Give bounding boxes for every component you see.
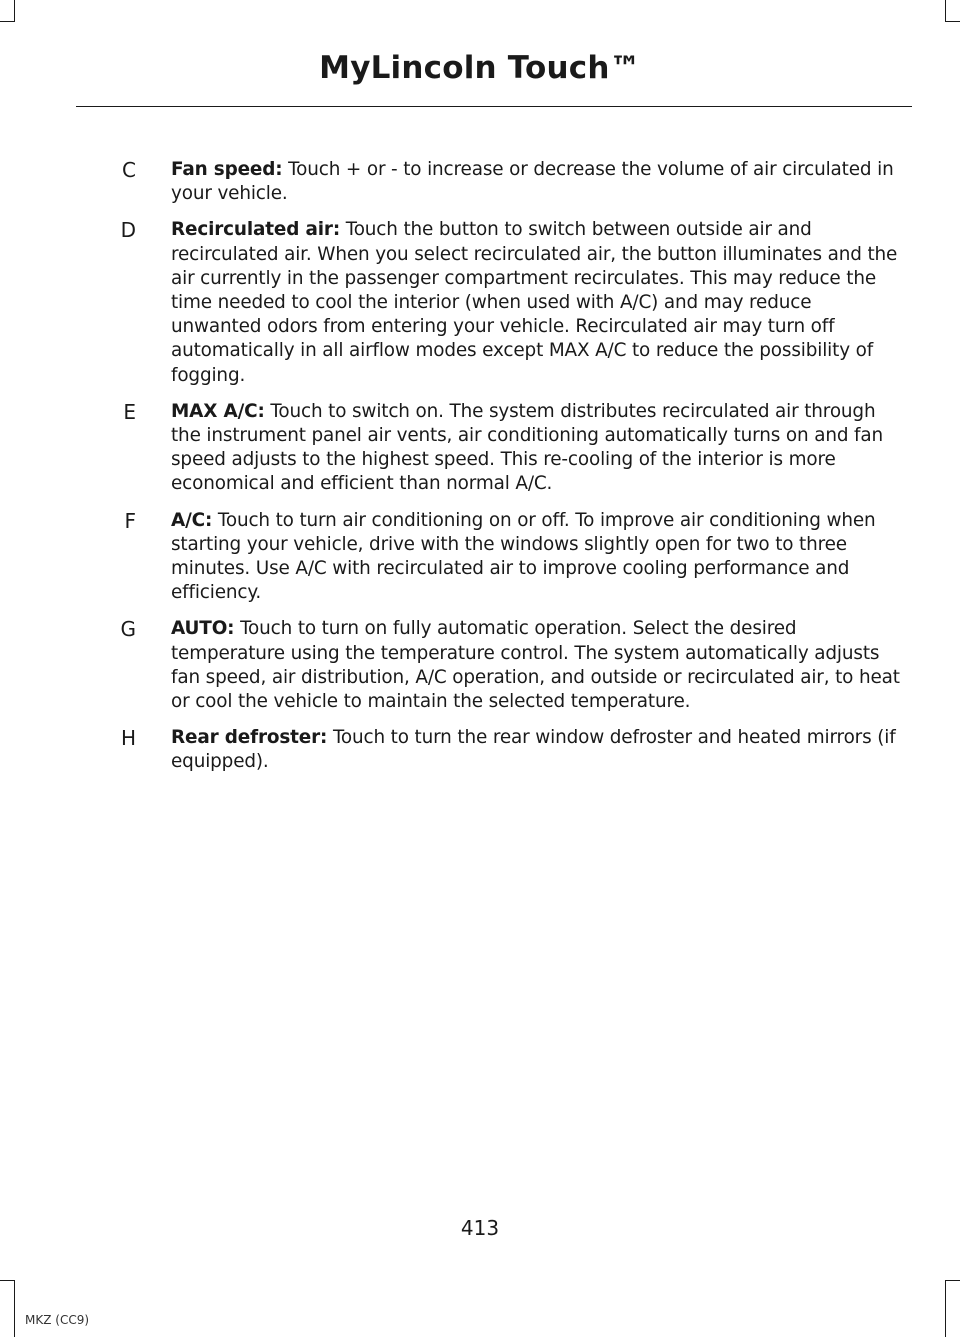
crop-mark — [0, 21, 15, 22]
list-item — [0, 400, 960, 497]
item-description: Touch to switch on. The system distributes recirculated air through the instrument panel air vents, air conditioning automatically turns on and fan speed adjusts to the highest speed. This re-cooling of the interior is more economical and efficient than normal A/C. — [171, 400, 883, 495]
crop-mark — [14, 0, 15, 22]
page-title: MyLincoln Touch™ — [319, 50, 641, 86]
item-text — [171, 158, 903, 206]
list-item — [0, 726, 960, 774]
item-description: Touch to turn air conditioning on or off. To improve air conditioning when starting your vehicle, drive with the windows slightly open for two to three minutes. Use A/C with recirculated air to improve cooling performance and efficiency. — [171, 509, 876, 604]
control-descriptions-list — [0, 158, 960, 787]
item-letter: H — [120, 726, 136, 751]
list-item — [0, 218, 960, 387]
item-text — [171, 218, 903, 387]
header-divider — [76, 106, 912, 107]
item-term: AUTO: — [171, 618, 235, 640]
list-item — [0, 158, 960, 206]
item-letter: C — [122, 158, 136, 182]
item-letter: E — [123, 399, 136, 424]
item-term: Recirculated air: — [171, 219, 341, 241]
crop-mark — [945, 21, 960, 22]
item-text — [171, 400, 903, 497]
item-term: MAX A/C: — [171, 400, 265, 422]
crop-mark — [14, 1280, 15, 1337]
item-letter: G — [120, 617, 136, 642]
crop-mark — [0, 1280, 15, 1281]
item-text — [171, 617, 903, 714]
item-term: A/C: — [171, 509, 213, 531]
item-text — [171, 726, 903, 774]
item-text — [171, 509, 903, 606]
list-item — [0, 509, 960, 606]
item-term: Rear defroster: — [171, 727, 328, 749]
model-code: MKZ (CC9) — [25, 1313, 90, 1327]
item-description: Touch the button to switch between outside air and recirculated air. When you select recirculated air, the button illuminates and the air currently in the passenger compartment recirculates. This may reduce the time needed to cool the interior (when used with A/C) and may reduce unwanted odors from entering your vehicle. Recirculated air may turn off automatically in all airflow modes except MAX A/C to reduce the possibility of fogging. — [171, 219, 898, 386]
item-letter: D — [120, 218, 136, 243]
crop-mark — [945, 0, 946, 22]
page-number: 413 — [460, 1216, 500, 1240]
list-item — [0, 617, 960, 714]
item-description: Touch to turn on fully automatic operation. Select the desired temperature using the temperature control. The system automatically adjusts fan speed, air distribution, A/C operation, and outside or recirculated air, to heat or cool the vehicle to maintain the selected temperature. — [171, 618, 900, 713]
item-description: Touch + or - to increase or decrease the volume of air circulated in your vehicle. — [171, 159, 894, 205]
item-description: Touch to turn the rear window defroster and heated mirrors (if equipped). — [171, 727, 896, 773]
crop-mark — [945, 1280, 960, 1281]
item-letter: F — [124, 508, 136, 533]
item-term: Fan speed: — [171, 159, 283, 180]
crop-mark — [945, 1280, 946, 1337]
